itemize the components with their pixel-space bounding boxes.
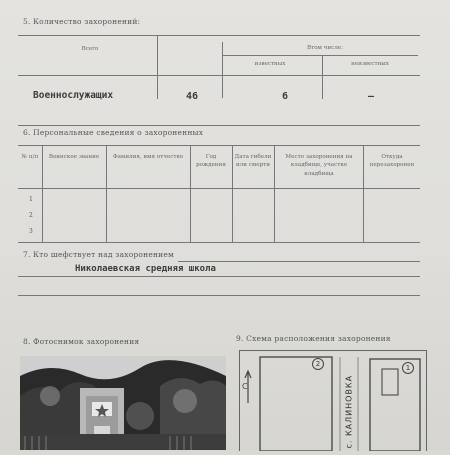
table6-divider [363,145,364,242]
table5-divider [157,35,158,99]
header-rank: Воинское звание [48,154,100,160]
marker-2-icon: 2 [312,358,324,370]
header-death-date: Дата гибели или смерти [234,154,272,169]
table5-bottom-line [18,125,420,126]
table6-divider [274,145,275,242]
street-label: с. КАЛИНОВКА [344,374,354,449]
patron-school: Николаевская средняя школа [75,264,216,274]
header-reburied-from: Откуда перезахоронен [369,154,415,169]
section5-title: 5. Количество захоронений: [23,17,141,26]
table6-divider [190,145,191,242]
col-known-header: известных [254,61,286,67]
table6-divider [232,145,233,242]
section9-title: 9. Схема расположения захоронения [236,334,391,343]
table5-divider [222,42,223,98]
table5-divider [322,55,323,99]
table6-header-bottom [18,188,420,189]
row-label-military: Военнослужащих [33,90,114,101]
section7-title: 7. Кто шефствует над захоронением [23,250,175,259]
table6-bottom-line [18,242,420,243]
row-number: 1 [29,196,33,203]
section6-title: 6. Персональные сведения о захороненных [23,128,204,137]
col-including-header: Втом числе: [306,45,343,51]
section7-line [18,295,420,296]
table6-divider [106,145,107,242]
row-number: 2 [29,212,33,219]
section7-line [178,261,420,262]
header-birth-year: Год рождения [196,154,226,169]
section7-line [18,276,420,277]
marker-1-icon: 1 [402,362,414,374]
col-total-header: Всего [81,46,99,52]
unknown-value: — [368,91,375,102]
header-number: № п/п [21,154,39,160]
table6-top-line [18,145,420,146]
table5-header-bottom [18,75,420,76]
known-value: 6 [282,91,289,102]
total-value: 46 [186,91,199,102]
table5-subline [222,55,418,56]
burial-photo [20,356,226,450]
table5-top-line [18,35,420,36]
section8-title: 8. Фотоснимок захоронения [23,337,140,346]
north-label: С [242,382,248,391]
burial-scheme [239,350,427,451]
header-full-name: Фамилия, имя отчество [112,154,184,160]
col-unknown-header: неизвестных [351,61,389,67]
row-number: 3 [29,228,33,235]
table6-divider [42,145,43,242]
header-burial-place: Место захоронения на кладбище, участке кладбища [285,154,353,177]
